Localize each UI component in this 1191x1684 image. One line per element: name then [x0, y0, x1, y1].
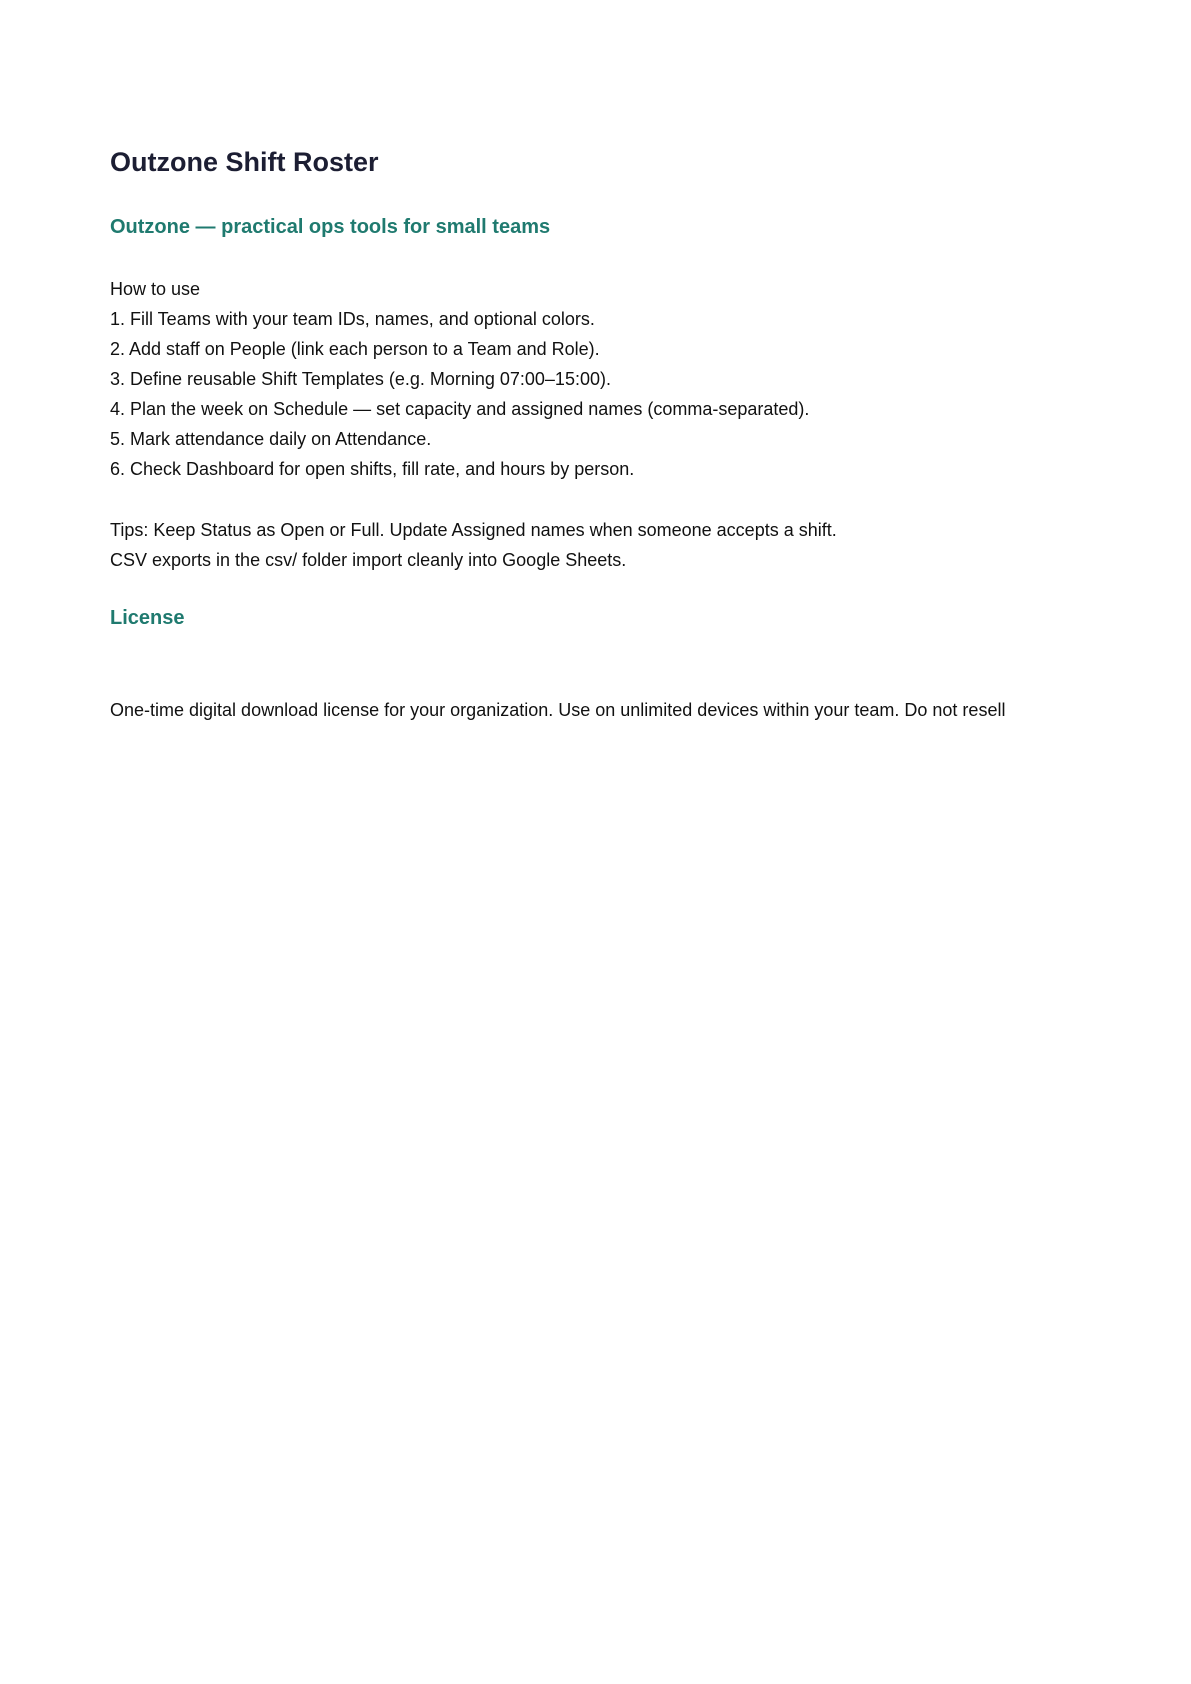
tips-line: CSV exports in the csv/ folder import cleanly into Google Sheets.: [110, 550, 627, 570]
document-subtitle: Outzone — practical ops tools for small teams: [110, 216, 551, 238]
document-title: Outzone Shift Roster: [110, 147, 379, 177]
how-to-step: 5. Mark attendance daily on Attendance.: [110, 429, 432, 449]
tips-section: [110, 515, 1110, 575]
tips-line: Tips: Keep Status as Open or Full. Update Assigned names when someone accepts a shift.: [110, 520, 837, 540]
how-to-step: 2. Add staff on People (link each person to a Team and Role).: [110, 339, 600, 359]
how-to-use-heading: How to use: [110, 279, 201, 299]
license-heading: License: [110, 607, 185, 629]
how-to-step: 1. Fill Teams with your team IDs, names, and optional colors.: [110, 309, 595, 329]
how-to-step: 3. Define reusable Shift Templates (e.g. Morning 07:00–15:00).: [110, 369, 611, 389]
how-to-step: 6. Check Dashboard for open shifts, fill rate, and hours by person.: [110, 459, 635, 479]
how-to-use-section: [110, 274, 1110, 484]
how-to-step: 4. Plan the week on Schedule — set capacity and assigned names (comma-separated).: [110, 399, 810, 419]
license-text: One-time digital download license for your organization. Use on unlimited devices within your team. Do not resell: [110, 700, 1006, 720]
document-content: [110, 140, 1110, 720]
